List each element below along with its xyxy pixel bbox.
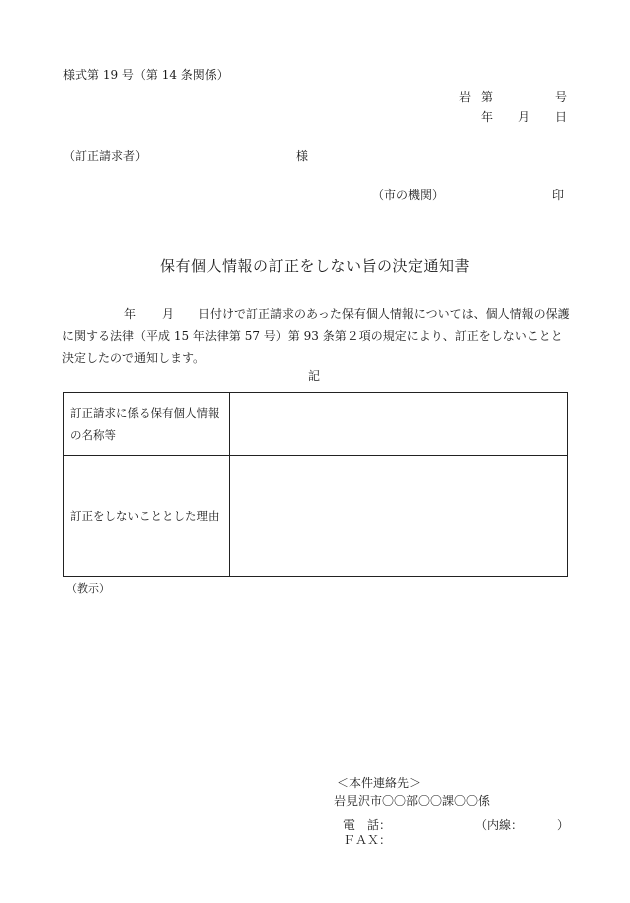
extension-close: ） xyxy=(557,818,570,832)
notice-body xyxy=(62,303,572,369)
kyoji-label: （教示） xyxy=(66,582,110,595)
fax-label: ＦＡＸ： xyxy=(343,833,392,847)
table-value-reason[interactable] xyxy=(230,456,568,577)
table-value-info-name[interactable] xyxy=(230,393,568,456)
table-row xyxy=(64,456,568,577)
table-row xyxy=(64,393,568,456)
ki-heading: 記 xyxy=(308,369,321,383)
contact-heading: ＜本件連絡先＞ xyxy=(337,776,422,790)
requester-label: （訂正請求者） xyxy=(63,149,148,163)
form-id: 様式第 19 号（第 14 条関係） xyxy=(63,68,229,82)
body-month: 月 xyxy=(162,307,175,321)
table-label-info-name: 訂正請求に係る保有個人情報の名称等 xyxy=(64,393,230,456)
agency-label: （市の機関） xyxy=(372,188,445,202)
document-title: 保有個人情報の訂正をしない旨の決定通知書 xyxy=(160,257,471,275)
table-label-reason: 訂正をしないこととした理由 xyxy=(64,456,230,577)
date-day: 日 xyxy=(555,110,568,124)
extension-label: （内線： xyxy=(475,818,524,832)
body-text: 日付けで訂正請求のあった保有個人情報については、個人情報の保護に関する法律（平成 15 年法律第 57 号）第 93 条第２項の規定により、訂正をしないことと決定したので通知します。 xyxy=(62,307,570,365)
doc-number-prefix: 岩 xyxy=(459,90,472,104)
requester-honorific: 様 xyxy=(296,149,309,163)
phone-label: 電 話： xyxy=(343,818,392,832)
doc-number-gou: 号 xyxy=(555,90,568,104)
seal-mark: 印 xyxy=(552,188,565,202)
date-month: 月 xyxy=(518,110,531,124)
decision-table xyxy=(63,392,568,577)
contact-dept: 岩見沢市〇〇部〇〇課〇〇係 xyxy=(334,794,491,808)
date-year: 年 xyxy=(481,110,494,124)
body-year: 年 xyxy=(124,307,137,321)
doc-number-dai: 第 xyxy=(481,90,494,104)
